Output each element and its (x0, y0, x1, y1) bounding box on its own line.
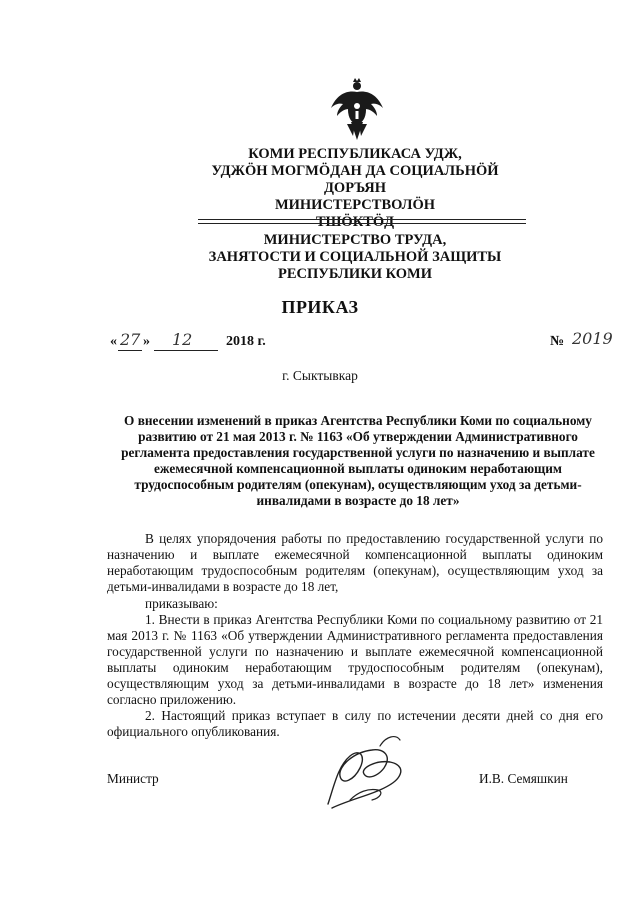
komi-header-line2: УДЖÖН МОГМÖДАН ДА СОЦИАЛЬНÖЙ ДОРЪЯН (211, 163, 499, 196)
order-subject: О внесении изменений в приказ Агентства Республики Коми по социальному развитию от 21 мая 2013 г. № 1163 «Об утверждении Административного регламента предоставления государственной услуги по назначению и выплате ежемесячной компенсационной выплаты одиноким неработающим трудоспособным родителям (опекунам), осуществляющим уход за детьми-инвалидами в возрасте до 18 лет» (121, 413, 595, 508)
signatory-name: И.В. Семяшкин (479, 771, 568, 786)
preamble-paragraph: В целях упорядочения работы по предоставлению государственной услуги по назначению и выплате ежемесячной компенсационной выплаты одиноким неработающим трудоспособным родителям (опекунам), осуществляющим уход за детьми-инвалидами в возрасте до 18 лет, (107, 531, 603, 594)
number-label: № (550, 334, 565, 349)
number-value: 2019 (572, 329, 613, 348)
date-day-underline (118, 350, 142, 351)
komi-header-line3: МИНИСТЕРСТВОЛÖН (274, 197, 436, 213)
clause-1: 1. Внести в приказ Агентства Республики Коми по социальному развитию от 21 мая 2013 г. № 1163 «Об утверждении Административного регламента предоставления государственной услуги по назначению и выплате ежемесячной компенсационной выплаты одиноким неработающим трудоспособным родителям (опекунам), осуществляющим уход за детьми-инвалидами в возрасте до 18 лет» изменения согласно приложению. (107, 612, 603, 707)
komi-header-line4: ТШÖКТÖД (315, 214, 395, 230)
header-divider-bottom (198, 223, 526, 224)
rus-header-line1: МИНИСТЕРСТВО ТРУДА, (263, 232, 447, 248)
komi-header-line1: КОМИ РЕСПУБЛИКАСА УДЖ, (248, 146, 462, 162)
rus-header-line2: ЗАНЯТОСТИ И СОЦИАЛЬНОЙ ЗАЩИТЫ (208, 249, 502, 265)
date-close-quote: » (143, 334, 150, 349)
document-title: ПРИКАЗ (281, 297, 359, 317)
header-divider-top (198, 219, 526, 220)
city-name: г. Сыктывкар (282, 368, 358, 383)
coat-of-arms-emblem (329, 78, 385, 144)
signatory-title: Министр (107, 771, 159, 786)
rus-header-line3: РЕСПУБЛИКИ КОМИ (277, 266, 433, 282)
date-month-underline (154, 350, 218, 351)
handwritten-signature (320, 726, 410, 816)
date-day: 27 (120, 330, 141, 349)
document-date (110, 330, 530, 354)
date-year: 2018 г. (226, 334, 266, 349)
order-word: приказываю: (145, 596, 218, 611)
date-month: 12 (172, 330, 193, 349)
clause-2: 2. Настоящий приказ вступает в силу по истечении десяти дней со дня его официального опубликования. (107, 708, 603, 739)
russian-language-header (180, 232, 530, 283)
date-open-quote: « (110, 334, 117, 349)
document-number (550, 329, 630, 354)
